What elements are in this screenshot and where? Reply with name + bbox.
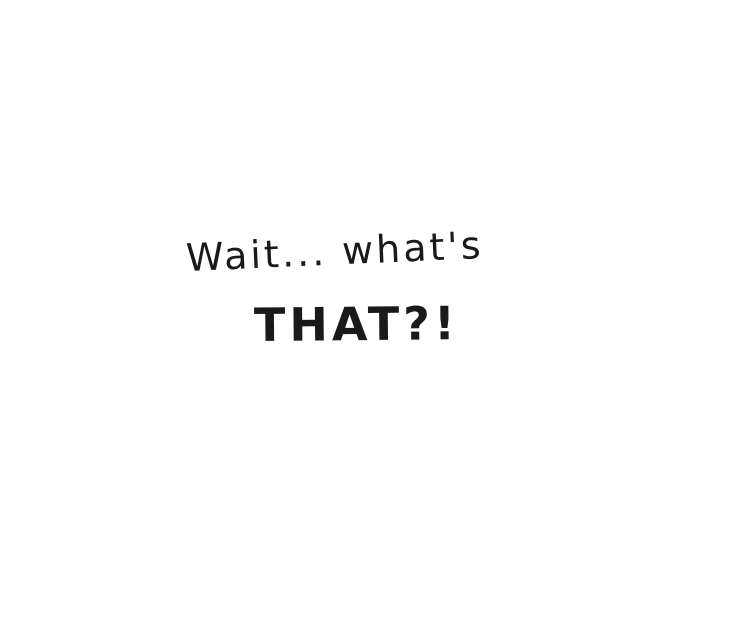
caption-line-2: THAT?! [253, 296, 460, 352]
caption-line-1: Wait... what's [185, 223, 485, 280]
